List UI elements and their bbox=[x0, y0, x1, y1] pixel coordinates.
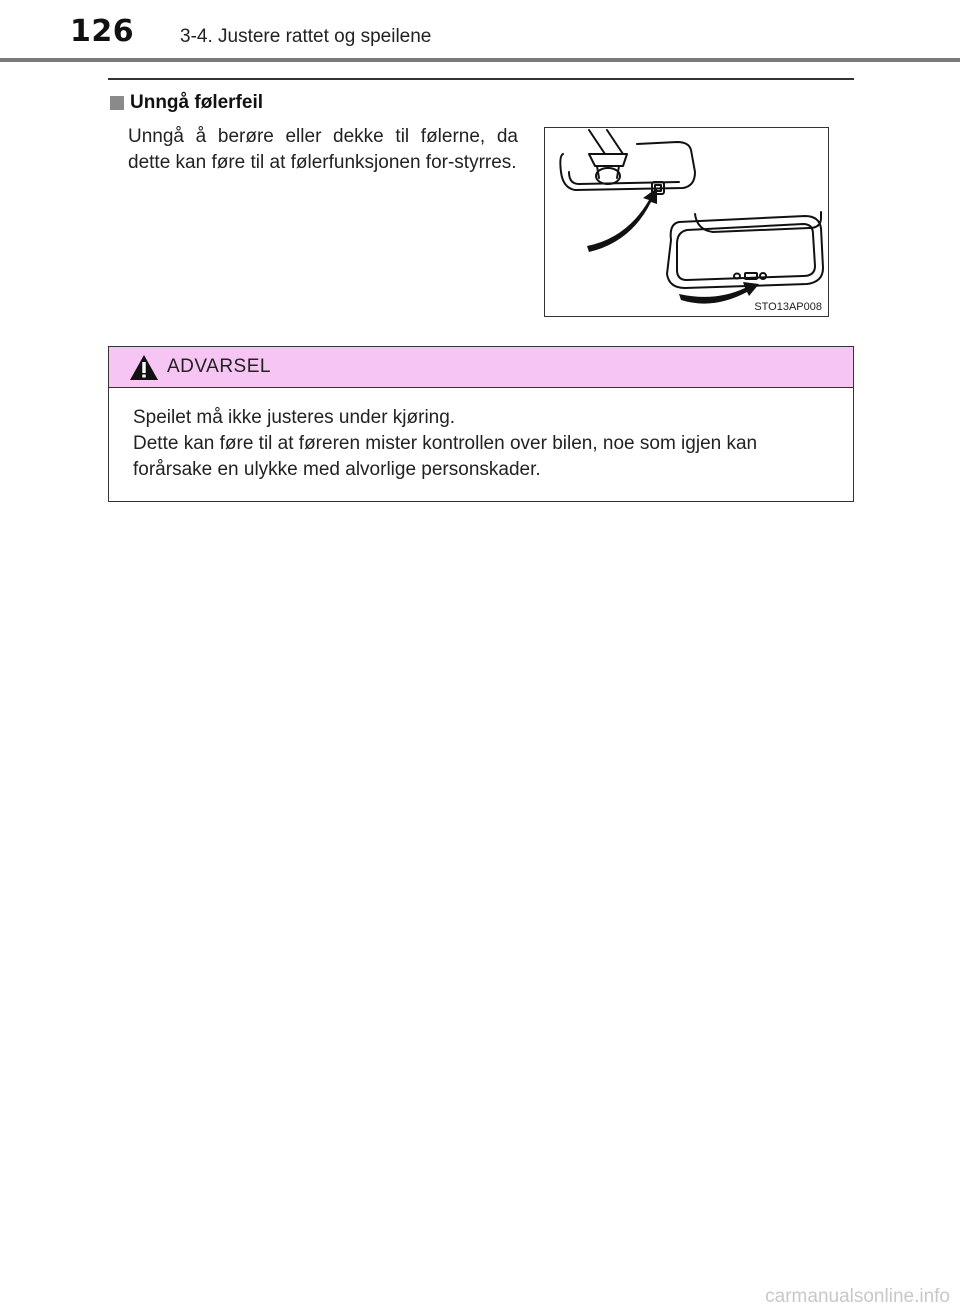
warning-line: Speilet må ikke justeres under kjøring. bbox=[133, 407, 456, 428]
figure-code: STO13AP008 bbox=[754, 301, 822, 313]
section-heading-text: Unngå følerfeil bbox=[130, 92, 264, 113]
warning-body bbox=[109, 388, 853, 483]
watermark: carmanualsonline.info bbox=[765, 1286, 950, 1307]
page-number: 126 bbox=[70, 14, 135, 49]
square-bullet-icon bbox=[110, 96, 124, 110]
warning-header bbox=[109, 347, 853, 388]
rearview-mirror-sensors-illustration bbox=[545, 128, 830, 318]
mirror-illustration bbox=[544, 127, 829, 317]
warning-triangle-icon bbox=[129, 354, 159, 381]
warning-title: ADVARSEL bbox=[167, 356, 271, 377]
header-rule bbox=[0, 58, 960, 62]
warning-box bbox=[108, 346, 854, 502]
warning-line: Dette kan føre til at føreren mister kontrollen over bilen, noe som igjen kan forårsake en ulykke med alvorlige personskader. bbox=[133, 433, 758, 480]
section-heading bbox=[110, 92, 263, 114]
section-rule bbox=[108, 78, 854, 80]
section-body-text: Unngå å berøre eller dekke til følerne, da dette kan føre til at følerfunksjonen for-styrres. bbox=[128, 126, 518, 173]
running-header: 3-4. Justere rattet og speilene bbox=[180, 26, 432, 47]
